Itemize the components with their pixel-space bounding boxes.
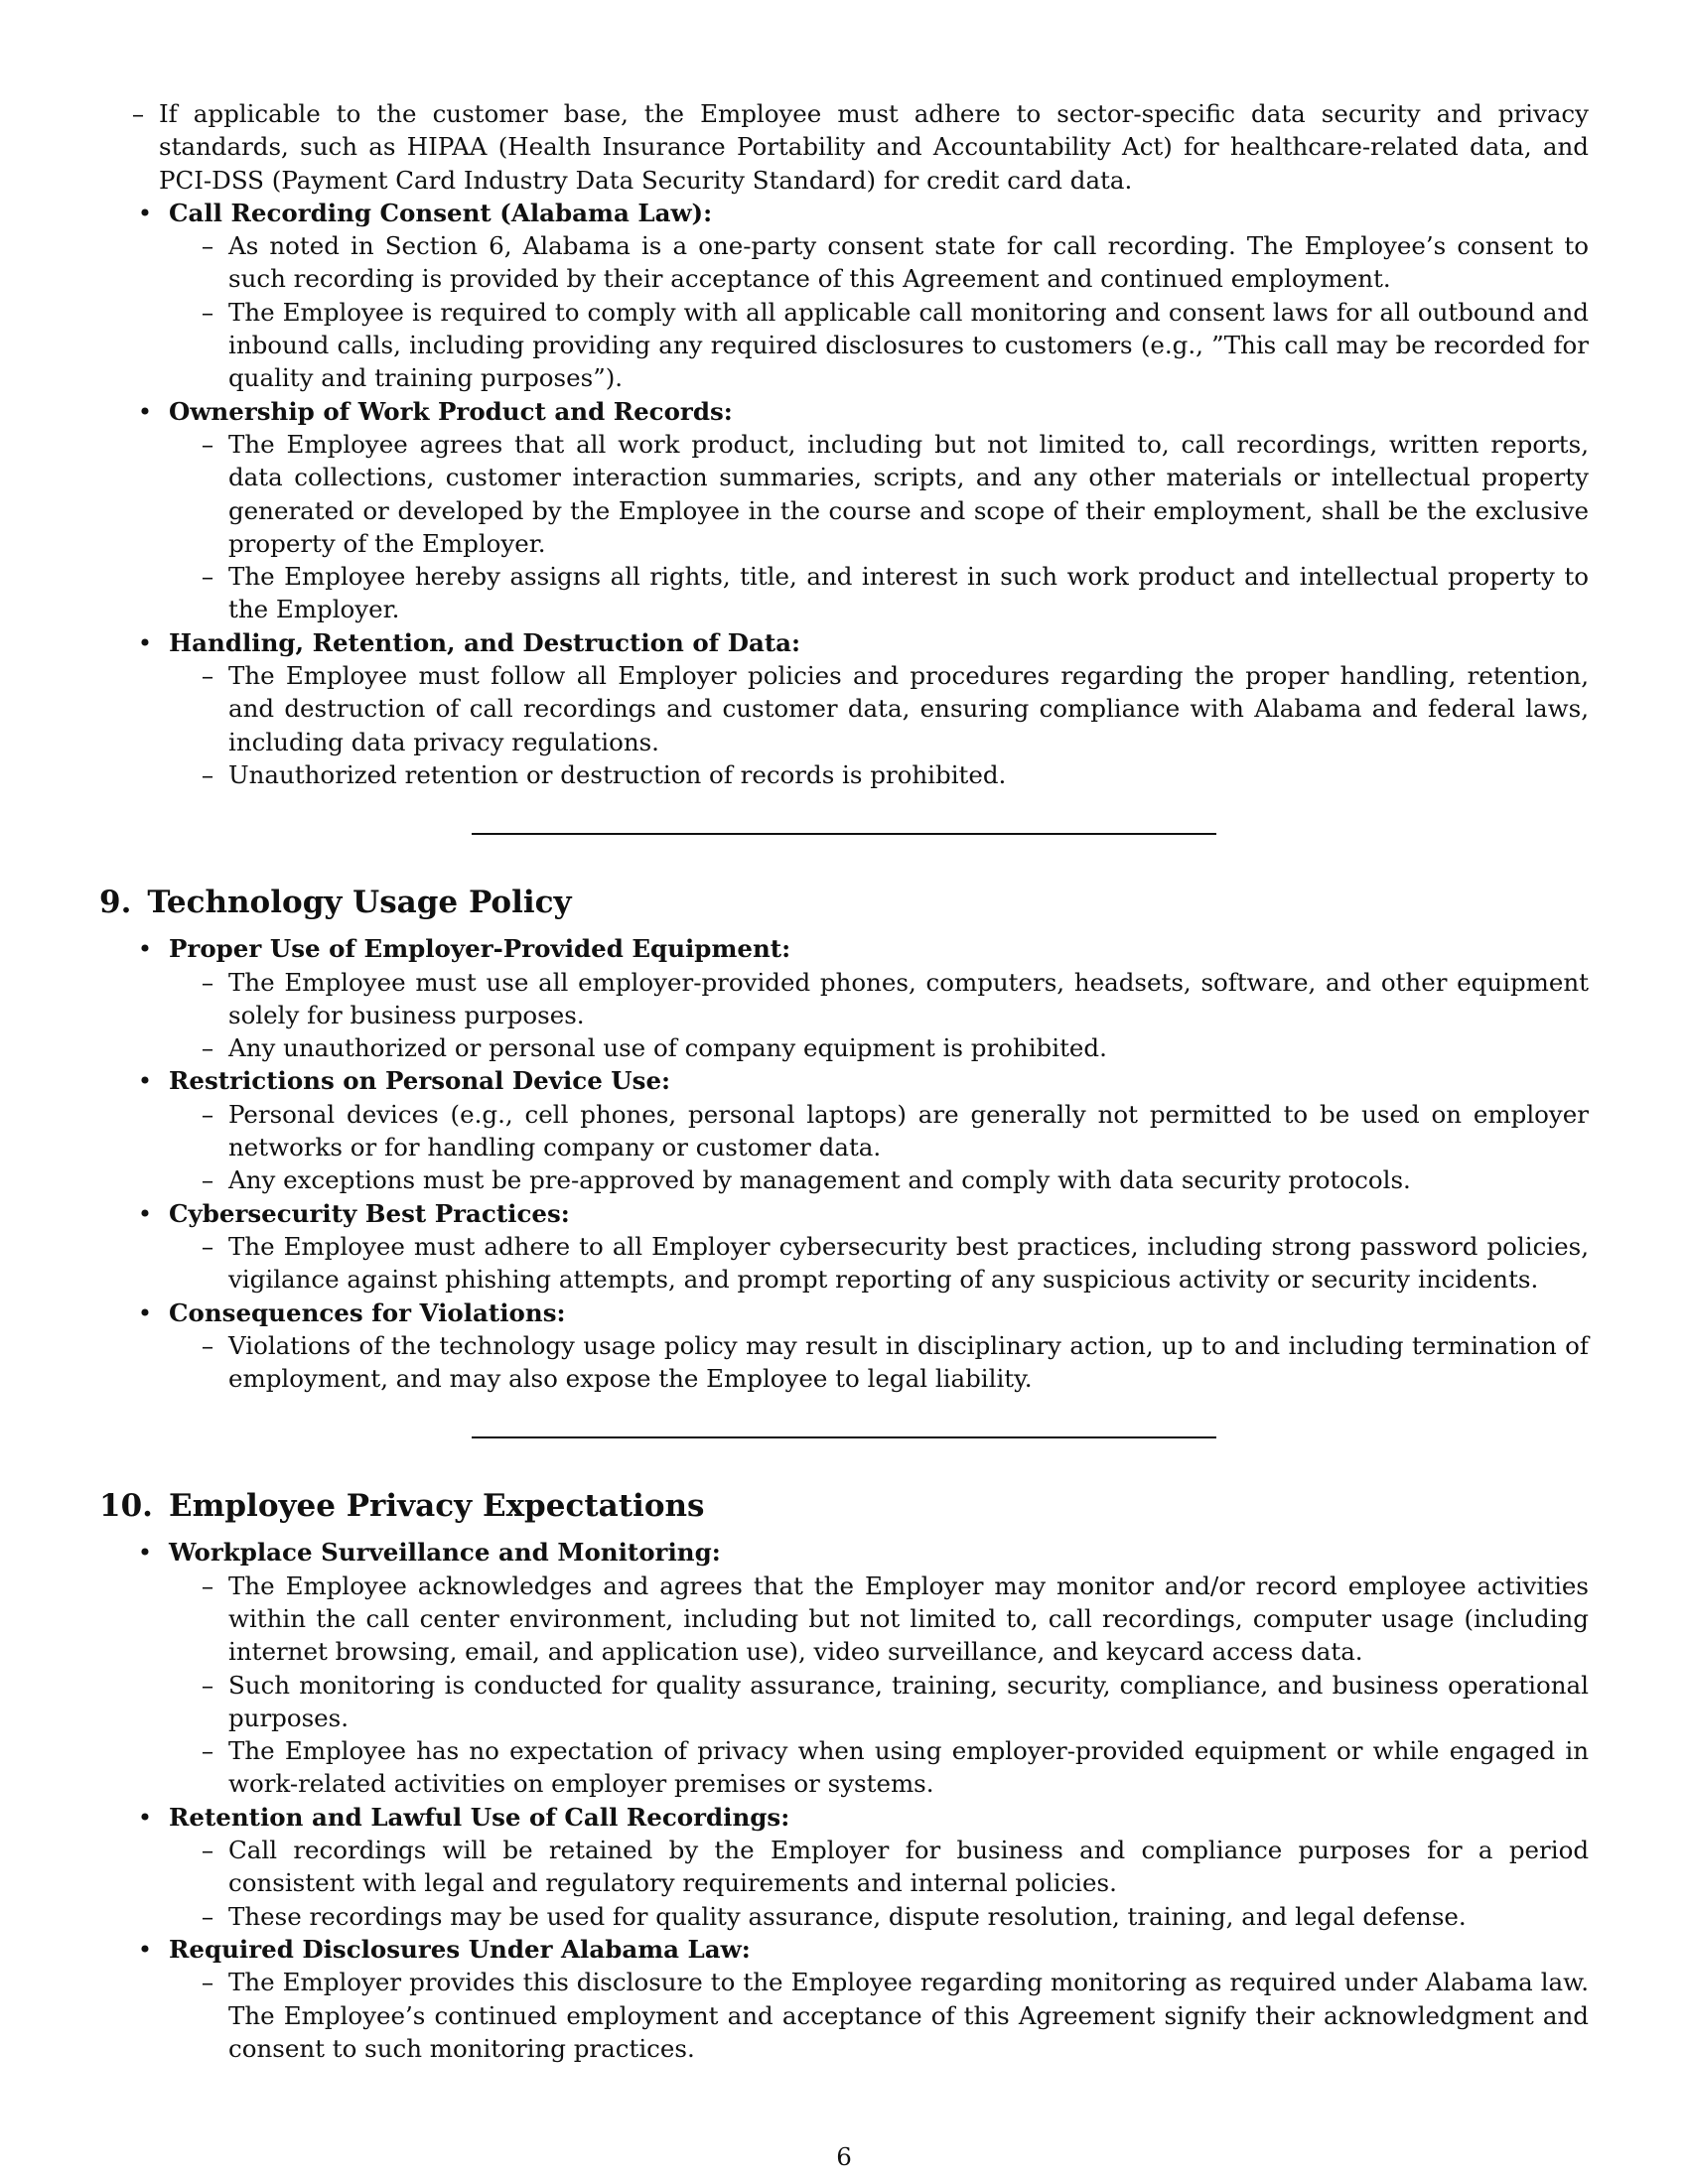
dash-marker: – — [201, 967, 214, 997]
bullet-marker: • — [137, 198, 153, 227]
dash-marker: – — [201, 1099, 214, 1129]
section-9-bullet-list — [99, 932, 1589, 1395]
subitem-list — [169, 1834, 1589, 1933]
bullet-item — [99, 1297, 1589, 1396]
subitem-text: The Employee agrees that all work product, including but not limited to, call recordings, written reports, data collections, customer interaction summaries, scripts, and any other materials or intellectual property generated or developed by the Employee in the course and scope of their employment, shall be the exclusive property of the Employer. — [228, 429, 1589, 558]
dash-marker: – — [201, 759, 214, 789]
dash-marker: – — [201, 297, 214, 327]
list-item — [169, 428, 1589, 560]
list-item — [169, 1163, 1589, 1196]
subitem-list — [169, 1098, 1589, 1197]
list-item — [99, 97, 1589, 197]
bullet-title: Call Recording Consent (Alabama Law): — [169, 198, 713, 227]
bullet-marker: • — [137, 1538, 153, 1568]
list-item — [169, 296, 1589, 395]
dash-marker: – — [131, 99, 145, 128]
section-divider — [472, 1436, 1216, 1438]
dash-marker: – — [201, 661, 214, 691]
subitem-text: The Employee must use all employer-provided phones, computers, headsets, software, and other equipment solely for business purposes. — [228, 967, 1589, 1029]
subitem-text: Any unauthorized or personal use of company equipment is prohibited. — [228, 1033, 1107, 1063]
dash-marker: – — [201, 1968, 214, 1997]
bullet-item — [99, 1536, 1589, 1800]
bullet-marker: • — [137, 627, 153, 657]
section-number: 10. — [99, 1488, 153, 1525]
bullet-title: Cybersecurity Best Practices: — [169, 1198, 570, 1228]
section-divider — [472, 833, 1216, 835]
list-item — [169, 1230, 1589, 1297]
subitem-text: The Employee has no expectation of privacy when using employer-provided equipment or while engaged in work-related activities on employer premises or systems. — [228, 1736, 1589, 1799]
bullet-item — [99, 395, 1589, 626]
dash-marker: – — [201, 1901, 214, 1931]
subitem-text: Any exceptions must be pre-approved by management and comply with data security protocols. — [228, 1165, 1411, 1195]
bullet-title: Consequences for Violations: — [169, 1297, 566, 1327]
bullet-item — [99, 197, 1589, 395]
bullet-title: Restrictions on Personal Device Use: — [169, 1066, 671, 1096]
dash-marker: – — [201, 1836, 214, 1865]
subitem-text: The Employee acknowledges and agrees that the Employer may monitor and/or record employee activities within the call center environment, including but not limited to, call recordings, computer usage (including internet browsing, email, and application use), video surveillance, and keycard access data. — [228, 1570, 1589, 1667]
section-heading — [99, 1486, 1589, 1526]
section-title: Technology Usage Policy — [147, 885, 572, 921]
page-number: 6 — [836, 2142, 852, 2171]
list-item — [169, 1570, 1589, 1669]
subitem-text: The Employee is required to comply with all applicable call monitoring and consent laws for all outbound and inbound calls, including providing any required disclosures to customers (e.g., ”This call may be recorded for quality and training purposes”). — [228, 297, 1589, 393]
bullet-marker: • — [137, 1802, 153, 1832]
document-page — [99, 97, 1589, 2065]
subitem-list — [169, 659, 1589, 791]
list-item — [169, 1329, 1589, 1396]
bullet-marker: • — [137, 1934, 153, 1964]
bullet-marker: • — [137, 1198, 153, 1228]
section-heading — [99, 883, 1589, 922]
subitem-text: The Employee must adhere to all Employer cybersecurity best practices, including strong password policies, vigilance against phishing attempts, and prompt reporting of any suspicious activity or security incidents. — [228, 1231, 1589, 1295]
subitem-list — [169, 1230, 1589, 1297]
bullet-marker: • — [137, 396, 153, 426]
subitem-text: The Employer provides this disclosure to the Employee regarding monitoring as required under Alabama law. The Employee’s continued employment and acceptance of this Agreement signify their acknowledgment and consent to such monitoring practices. — [228, 1968, 1589, 2063]
list-item — [169, 1098, 1589, 1164]
bullet-marker: • — [137, 1066, 153, 1096]
subitem-text: Such monitoring is conducted for quality assurance, training, security, compliance, and business operational purposes. — [228, 1670, 1589, 1732]
list-item — [169, 1834, 1589, 1900]
list-item — [169, 966, 1589, 1032]
dash-marker: – — [201, 1033, 214, 1063]
subitem-list — [169, 229, 1589, 394]
dash-marker: – — [201, 562, 214, 592]
subitem-text: These recordings may be used for quality assurance, dispute resolution, training, and legal defense. — [228, 1901, 1467, 1931]
subitem-list — [169, 1966, 1589, 2065]
subitem-list — [169, 1570, 1589, 1801]
list-item — [169, 1669, 1589, 1735]
bullet-marker: • — [137, 1297, 153, 1327]
list-item — [169, 560, 1589, 626]
subitem-text: The Employee must follow all Employer policies and procedures regarding the proper handling, retention, and destruction of call recordings and customer data, ensuring compliance with Alabama and federal laws, including data privacy regulations. — [228, 661, 1589, 756]
list-item — [169, 1900, 1589, 1933]
subitem-text: As noted in Section 6, Alabama is a one-party consent state for call recording. The Employee’s consent to such recording is provided by their acceptance of this Agreement and continued employment. — [228, 231, 1589, 294]
list-item — [169, 1734, 1589, 1801]
bullet-marker: • — [137, 934, 153, 964]
section-title: Employee Privacy Expectations — [168, 1488, 705, 1525]
dash-marker: – — [201, 1570, 214, 1600]
list-item — [169, 758, 1589, 791]
section-number: 9. — [99, 885, 132, 921]
bullet-item — [99, 932, 1589, 1064]
subitem-text: Personal devices (e.g., cell phones, personal laptops) are generally not permitted to be used on employer networks or for handling company or customer data. — [228, 1099, 1589, 1162]
bullet-item — [99, 1197, 1589, 1297]
subitem-text: Call recordings will be retained by the Employer for business and compliance purposes for a period consistent with legal and regulatory requirements and internal policies. — [228, 1836, 1589, 1898]
dash-marker: – — [201, 1165, 214, 1195]
list-item — [169, 229, 1589, 296]
list-item — [169, 1031, 1589, 1064]
subitem-list — [169, 966, 1589, 1065]
subitem-list — [169, 1329, 1589, 1396]
bullet-item — [99, 1933, 1589, 2065]
dash-marker: – — [201, 231, 214, 261]
subitem-text: If applicable to the customer base, the Employee must adhere to sector-specific data security and privacy standards, such as HIPAA (Health Insurance Portability and Accountability Act) for healthcare-related data, and PCI-DSS (Payment Card Industry Data Security Standard) for credit card data. — [159, 99, 1589, 195]
list-item — [169, 659, 1589, 758]
bullet-item — [99, 1064, 1589, 1196]
section-10-bullet-list — [99, 1536, 1589, 2065]
bullet-title: Retention and Lawful Use of Call Recordings: — [169, 1802, 790, 1832]
dash-marker: – — [201, 1736, 214, 1766]
dash-marker: – — [201, 1670, 214, 1700]
bullet-item — [99, 1801, 1589, 1933]
subitem-text: Unauthorized retention or destruction of records is prohibited. — [228, 759, 1007, 789]
list-item — [169, 1966, 1589, 2065]
dash-marker: – — [201, 1330, 214, 1360]
bullet-title: Handling, Retention, and Destruction of Data: — [169, 627, 801, 657]
bullet-title: Workplace Surveillance and Monitoring: — [169, 1538, 721, 1568]
bullet-item — [99, 626, 1589, 791]
subitem-text: Violations of the technology usage policy may result in disciplinary action, up to and including termination of employment, and may also expose the Employee to legal liability. — [228, 1330, 1589, 1394]
intro-subitem-list — [99, 97, 1589, 197]
bullet-title: Ownership of Work Product and Records: — [169, 396, 733, 426]
bullet-title: Proper Use of Employer-Provided Equipment: — [169, 934, 791, 964]
bullet-title: Required Disclosures Under Alabama Law: — [169, 1934, 751, 1964]
subitem-list — [169, 428, 1589, 626]
dash-marker: – — [201, 429, 214, 459]
section-8-bullet-list — [99, 197, 1589, 791]
dash-marker: – — [201, 1231, 214, 1261]
subitem-text: The Employee hereby assigns all rights, title, and interest in such work product and intellectual property to the Employer. — [228, 562, 1589, 624]
